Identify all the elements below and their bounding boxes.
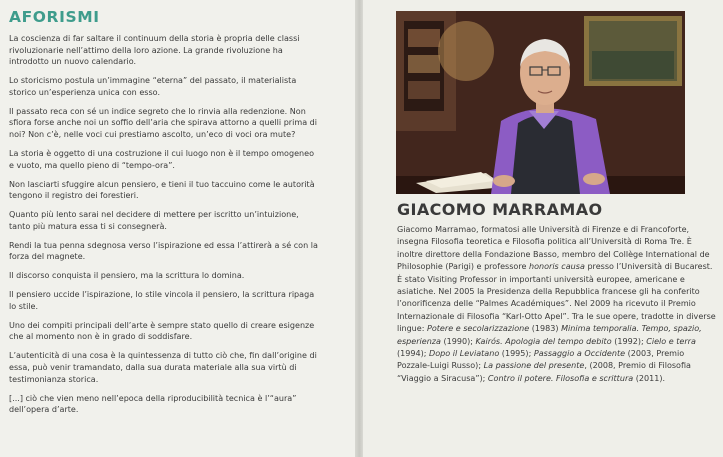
work-title: Minima temporalia. Tempo, spazio, esperienza (397, 324, 702, 346)
work-title: Passaggio a Occidente (533, 349, 626, 359)
section-title: AFORISMI (9, 8, 100, 26)
bio-text: (1992); (611, 336, 647, 346)
aphorism-list (9, 33, 319, 423)
bio-text: Giacomo Marramao, formatosi alle Università di Firenze e di Francoforte, insegna Filosofia teoretica e Filosofia politica all’Università di Roma Tre. È inoltre direttore della Fondazione Basso, membro del Collège International de Philosophie (Parigi) e professore (397, 225, 710, 272)
aphorism: La storia è oggetto di una costruzione il cui luogo non è il tempo omogeneo e vuoto, ma quello pieno di “tempo-ora”. (9, 148, 315, 170)
bio-text: (1994); (397, 349, 430, 359)
aphorism: Il pensiero uccide l’ispirazione, lo stile vincola il pensiero, la scrittura ripaga lo stile. (9, 290, 315, 311)
author-biography (397, 224, 717, 385)
aphorism: Il discorso conquista il pensiero, ma la scrittura lo domina. (9, 271, 245, 281)
work-title: Kairós. Apologia del tempo debito (475, 336, 612, 346)
aphorism: La coscienza di far saltare il continuum della storia è propria delle classi rivoluzionarie nell’attimo della loro azione. La grande rivoluzione ha introdotto un nuovo calendario. (9, 34, 300, 67)
left-page (0, 0, 357, 457)
work-title: Contro il potere. Filosofia e scrittura (487, 373, 634, 383)
aphorism: [...] ciò che vien meno nell’epoca della riproducibilità tecnica è l’“aura” dell’opera d’arte. (9, 393, 297, 415)
work-title: Dopo il Leviatano (429, 349, 500, 359)
author-name: GIACOMO MARRAMAO (397, 200, 603, 219)
aphorism: Uno dei compiti principali dell’arte è sempre stato quello di creare esigenze che al momento non è in grado di soddisfare. (9, 320, 315, 342)
work-title: Potere e secolarizzazione (427, 324, 530, 334)
work-title: Cielo e terra (646, 336, 696, 346)
bio-text: , (2008, Premio di Filosofia “Viaggio a Siracusa”); (397, 361, 691, 383)
work-title: La passione del presente (483, 361, 585, 371)
portrait-illustration (396, 11, 685, 194)
bio-text: (1995); (499, 349, 534, 359)
aphorism: Lo storicismo postula un’immagine “eterna” del passato, il materialista storico un’esperienza unica con esso. (9, 76, 297, 97)
bio-text: (1983) (529, 324, 562, 334)
author-portrait-photo (396, 11, 685, 194)
bio-text: (2011). (633, 373, 666, 383)
work-title: honoris causa (528, 262, 585, 272)
bio-text: (1990); (440, 336, 476, 346)
aphorism: Rendi la tua penna sdegnosa verso l’ispirazione ed essa l’attirerà a sé con la forza del magnete. (9, 240, 318, 262)
aphorism: Non lasciarti sfuggire alcun pensiero, e tieni il tuo taccuino come le autorità tengono il registro dei forestieri. (9, 179, 315, 201)
bio-text: presso l’Università di Bucarest. È stato Visiting Professor in importanti università europee, americane e asiatiche. Nel 2005 la Presidenza della Repubblica francese gli ha conferito l’onorificenza delle “Palmes Académiques”. Nel 2009 ha ricevuto il Premio Internazionale di Filosofia “Karl-Otto Apel”. Tra le sue opere, tradotte in diverse lingue: (397, 262, 716, 334)
aphorism: Quanto più lento sarai nel decidere di mettere per iscritto un’intuizione, tanto più matura essa ti si consegnerà. (9, 210, 299, 231)
aphorism: L’autenticità di una cosa è la quintessenza di tutto ciò che, fin dall’origine di essa, può venir tramandato, dalla sua durata materiale alla sua virtù di testimonianza storica. (9, 351, 317, 384)
bio-text: (2003, Premio Pozzale-Luigi Russo); (397, 349, 685, 371)
aphorism: Il passato reca con sé un indice segreto che lo rinvia alla redenzione. Non sfiora forse anche noi un soffio dell’aria che spirava attorno a quelli prima di noi? Non c’è, nelle voci cui prestiamo ascolto, un’eco di voci ora mute? (9, 106, 318, 139)
